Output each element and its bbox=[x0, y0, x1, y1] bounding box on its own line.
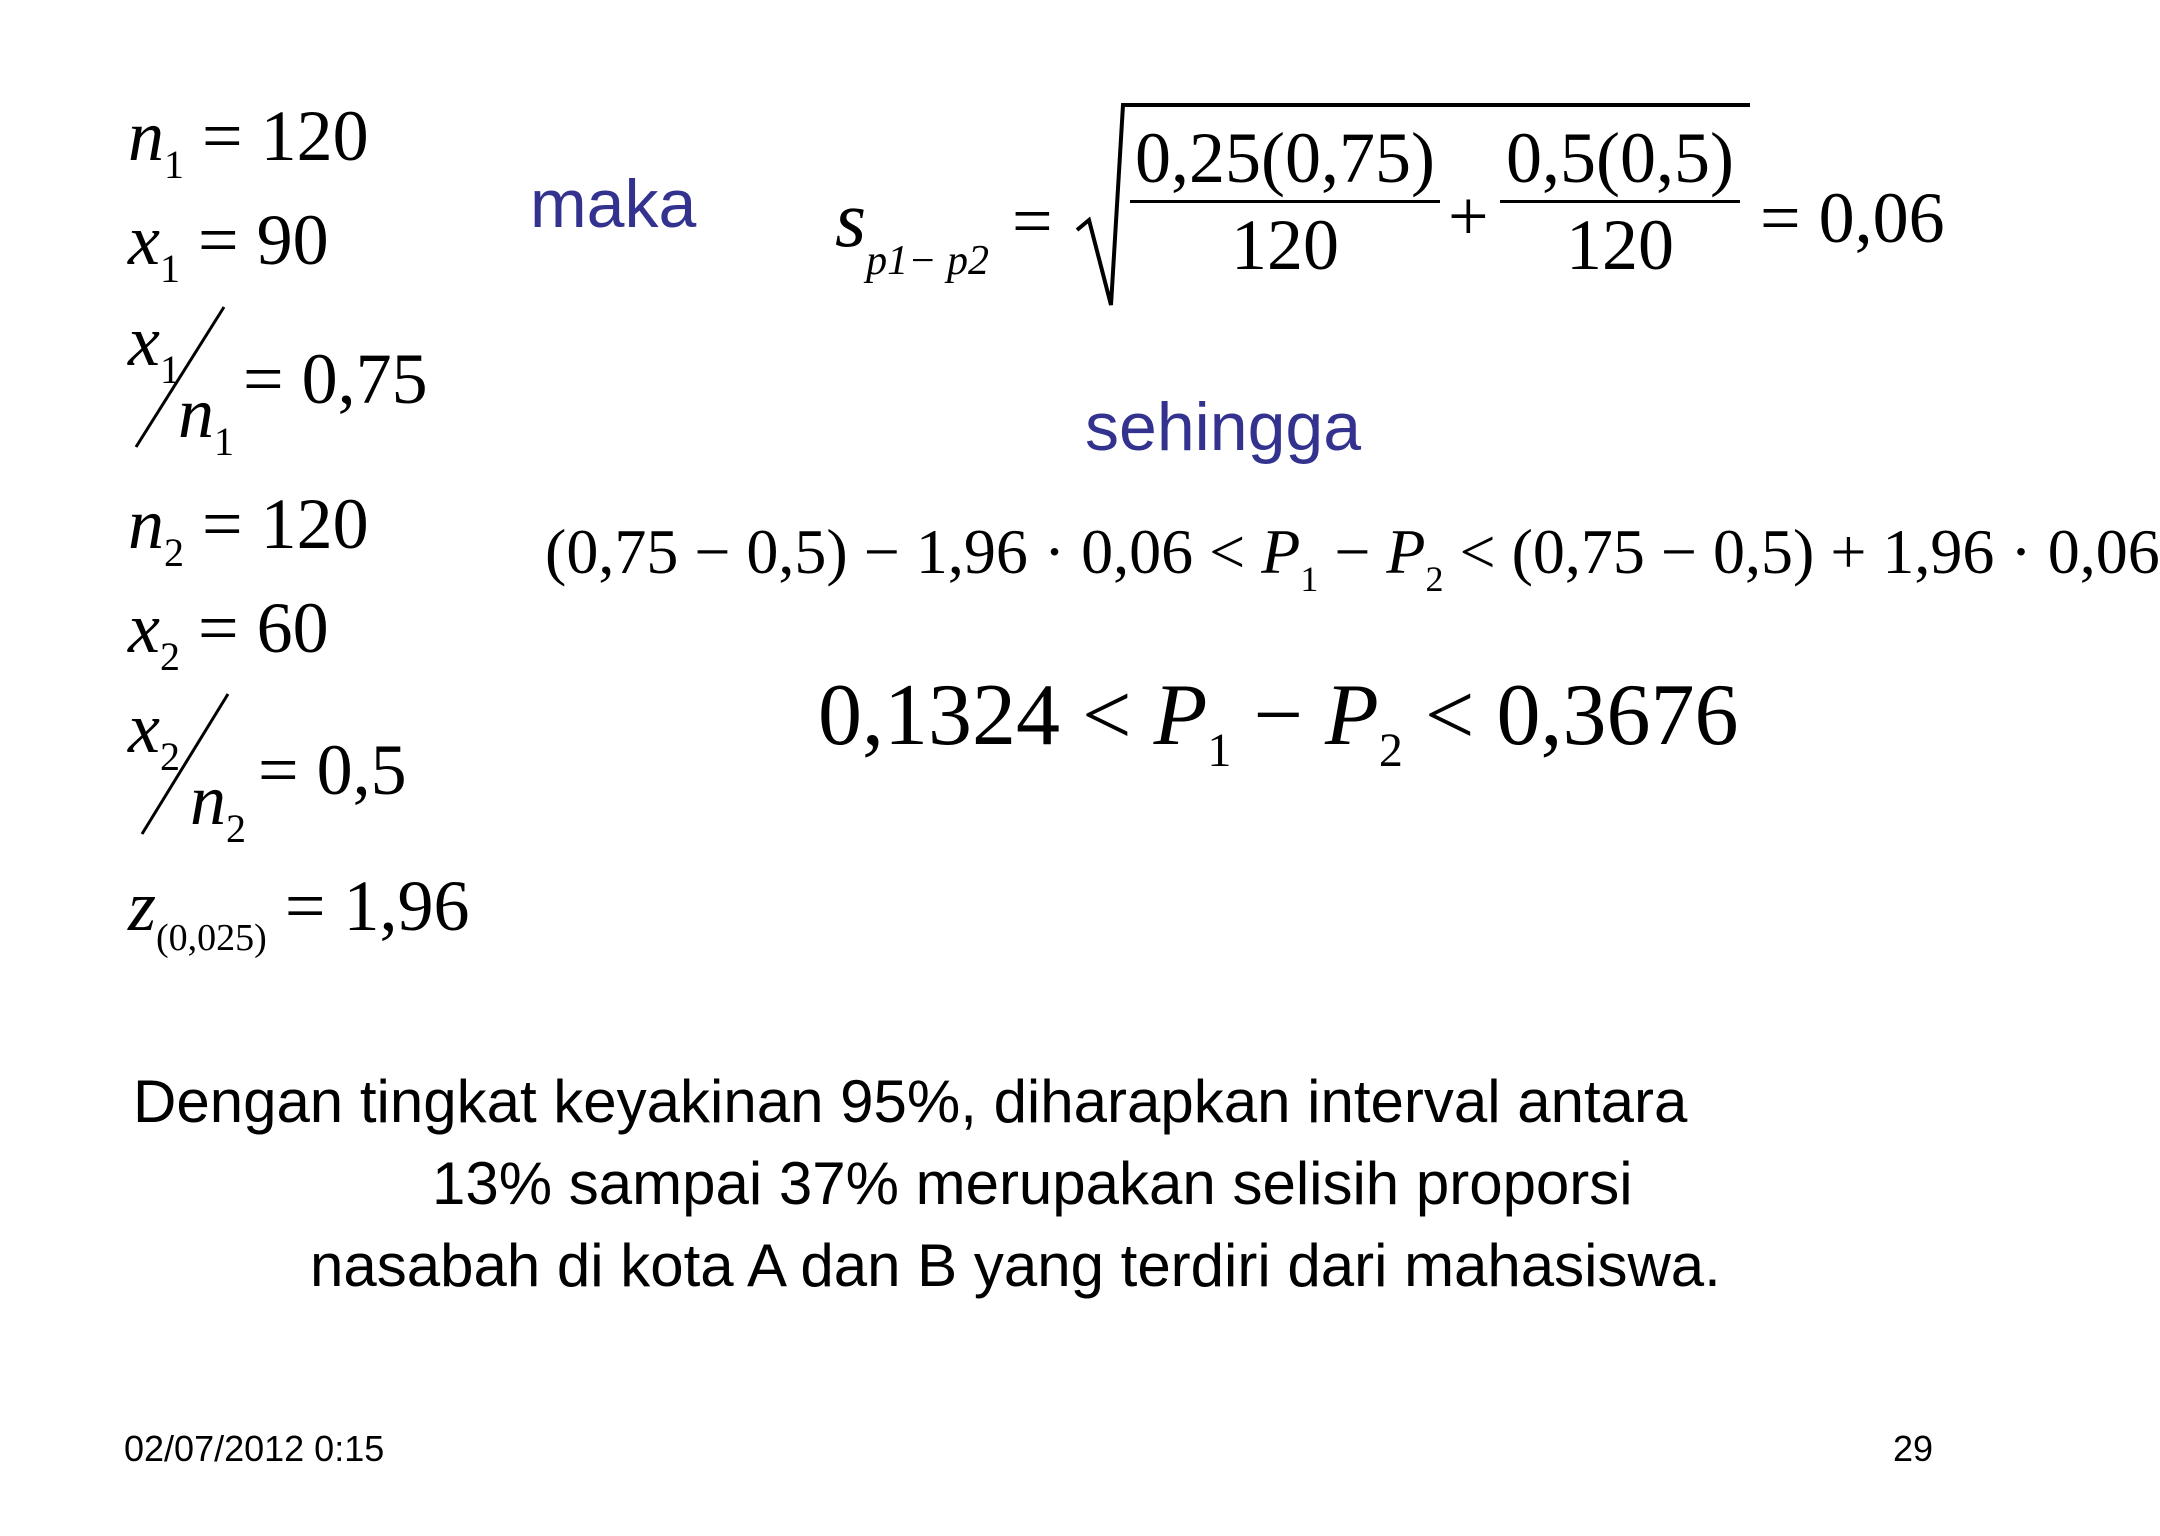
conclusion-line-1: Dengan tingkat keyakinan 95%, diharapkan interval antara bbox=[133, 1068, 1688, 1135]
std-error-lhs: $s_{p1- p2}$ bbox=[835, 176, 989, 284]
given-n1: $n_1 = 120$ bbox=[128, 96, 369, 187]
given-p1-fraction: $x_1$ $n_1$ = 0,75 bbox=[128, 301, 428, 464]
std-error-result: = 0,06 bbox=[1760, 178, 1945, 258]
connector-maka: maka bbox=[530, 166, 697, 242]
result-interval: $0,1324 < P_1 - P_2 < 0,3676$ bbox=[818, 667, 1739, 777]
given-x2: $x_2 = 60$ bbox=[128, 588, 329, 679]
fraction-2: 0,5(0,5) 120 bbox=[1500, 122, 1740, 281]
interval-equation: $(0,75 - 0,5) - 1,96 \cdot 0,06 < P_1 - P_2 < (0,75 - 0,5) + 1,96 \cdot 0,06$ bbox=[545, 516, 2160, 599]
given-x1: $x_1 = 90$ bbox=[128, 200, 329, 291]
conclusion-line-2: 13% sampai 37% merupakan selisih proporsi bbox=[432, 1150, 1633, 1217]
given-z: $z_{(0,025)} = 1,96$ bbox=[128, 866, 470, 959]
fraction-bar bbox=[1130, 200, 1440, 203]
given-n2: $n_2 = 120$ bbox=[128, 484, 369, 575]
given-p2-fraction: $x_2$ $n_2$ = 0,5 bbox=[128, 688, 407, 851]
connector-sehingga: sehingga bbox=[1085, 389, 1362, 465]
plus-sign: + bbox=[1448, 176, 1489, 256]
footer-date: 02/07/2012 0:15 bbox=[124, 1428, 385, 1469]
conclusion-line-3: nasabah di kota A dan B yang terdiri dari mahasiswa. bbox=[310, 1232, 1721, 1299]
std-error-equals: = bbox=[1012, 181, 1053, 261]
page-number: 29 bbox=[1893, 1428, 1934, 1469]
fraction-1: 0,25(0,75) 120 bbox=[1130, 122, 1440, 281]
fraction-bar bbox=[1500, 200, 1740, 203]
